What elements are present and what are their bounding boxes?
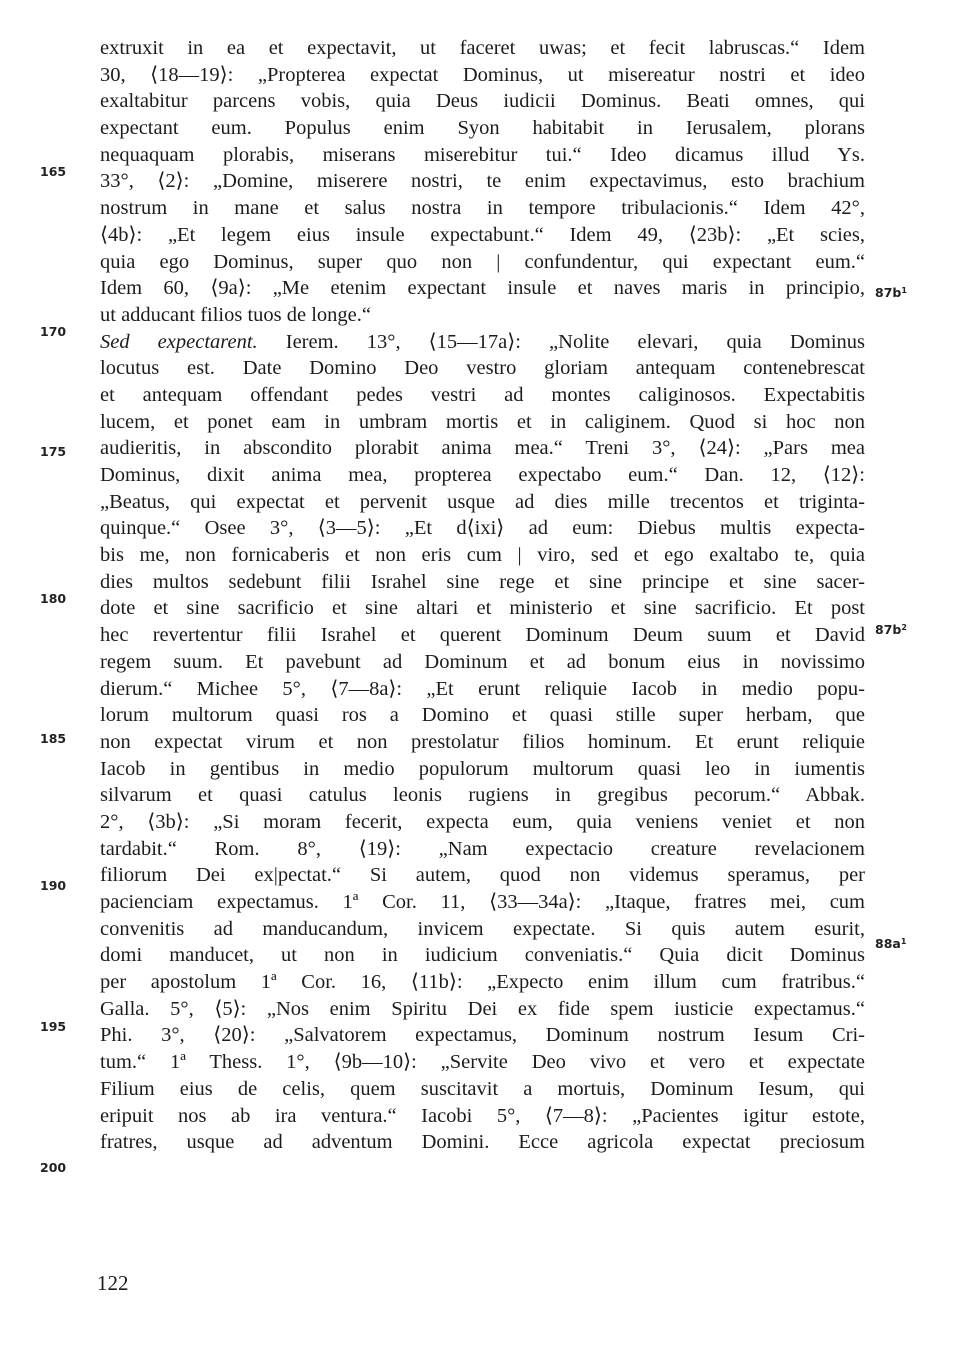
line-number: 175 [40,444,67,459]
text-line: Idem 60, ⟨9a⟩: „Me etenim expectant insule et naves maris in principio, [100,277,865,300]
text-line: exaltabitur parcens vobis, quia Deus iudicii Dominus. Beati omnes, qui [100,90,865,113]
text-line: 30, ⟨18—19⟩: „Propterea expectat Dominus, ut misereatur nostri et ideo [100,63,865,86]
italic-lead: Sed expectarent. [100,330,258,353]
line-number: 165 [40,164,67,179]
line-number: 180 [40,591,67,606]
line-number: 195 [40,1019,67,1034]
text-line: ut adducant filios tuos de longe.“ [100,303,371,326]
page-number: 122 [97,1271,129,1295]
text-line: hec revertentur filii Israhel et querent Dominum Deum suum et David [100,624,865,647]
text-line: nostrum in mane et salus nostra in tempore tribulacionis.“ Idem 42°, [100,197,865,220]
text-line: nequaquam plorabis, miserans miserebitur tui.“ Ideo dicamus illud Ys. [100,143,865,166]
text-line: silvarum et quasi catulus leonis rugiens in gregibus pecorum.“ Abbak. [100,784,865,807]
line-number: 170 [40,324,67,339]
text-line: lorum multorum quasi ros a Domino et quasi stille super herbam, que [100,704,865,727]
text-line: 2°, ⟨3b⟩: „Si moram fecerit, expecta eum, quia veniens veniet et non [100,810,865,833]
line-number: 190 [40,878,67,893]
text-line: tum.“ 1ª Thess. 1°, ⟨9b—10⟩: „Servite Deo vivo et vero et expectate [100,1051,865,1074]
text-line: convenitis ad manducandum, invicem expectate. Si quis autem esurit, [100,917,865,940]
text-line: Sed expectarent. Ierem. 13°, ⟨15—17a⟩: „Nolite elevari, quia Dominus [100,330,865,353]
text-line: locutus est. Date Domino Deo vestro gloriam antequam contenebrescat [100,357,865,380]
text-line: dierum.“ Michee 5°, ⟨7—8a⟩: „Et erunt reliquie Iacob in medio popu- [100,677,865,700]
text-line: expectant eum. Populus enim Syon habitabit in Ierusalem, plorans [100,117,865,140]
text-line: regem suum. Et pavebunt ad Dominum et ad bonum eius in novissimo [100,650,865,673]
text-line: Filium eius de celis, quem suscitavit a mortuis, Dominum Iesum, qui [100,1077,865,1100]
text-line: quinque.“ Osee 3°, ⟨3—5⟩: „Et d⟨ixi⟩ ad eum: Diebus multis expecta- [100,517,865,540]
text-line: Iacob in gentibus in medio populorum multorum quasi leo in iumentis [100,757,865,780]
text-line: fratres, usque ad adventum Domini. Ecce agricola expectat preciosum [100,1131,865,1154]
folio-mark: $87b^2$ [875,622,907,637]
text-line: „Beatus, qui expectat et pervenit usque ad dies mille trecentos et triginta- [100,490,865,513]
text-line: audieritis, in abscondito plorabit anima mea.“ Treni 3°, ⟨24⟩: „Pars mea [100,437,865,460]
text-line: bis me, non fornicaberis et non eris cum | viro, sed et ego exaltabo te, quia [100,544,865,567]
text-line: et antequam offendant pedes vestri ad montes caliginosos. Expectabitis [100,383,865,406]
text-line: quia ego Dominus, super quo non | confundentur, qui expectant eum.“ [100,250,865,273]
text-line: Dominus, dixit anima mea, propterea expectabo eum.“ Dan. 12, ⟨12⟩: [100,464,865,486]
text-line: Galla. 5°, ⟨5⟩: „Nos enim Spiritu Dei ex fide spem iusticie expectamus.“ [100,997,865,1020]
text-line: filiorum Dei ex|pectat.“ Si autem, quod non videmus speramus, per [100,864,865,887]
text-line: dies multos sedebunt filii Israhel sine rege et sine principe et sine sacer- [100,570,865,593]
text-line: Phi. 3°, ⟨20⟩: „Salvatorem expectamus, Dominum nostrum Iesum Cri- [100,1024,865,1047]
text-line: extruxit in ea et expectavit, ut faceret uwas; et fecit labruscas.“ Idem [100,37,865,59]
text-line: tardabit.“ Rom. 8°, ⟨19⟩: „Nam expectacio creature revelacionem [100,837,865,860]
text-line: dote et sine sacrificio et sine altari et ministerio et sine sacrificio. Et post [100,597,865,620]
line-number: 200 [40,1160,67,1175]
text-line: non expectat virum et non prestolatur filios hominum. Et erunt reliquie [100,730,865,753]
text-line: eripuit nos ab ira ventura.“ Iacobi 5°, ⟨7—8⟩: „Pacientes igitur estote, [100,1104,865,1127]
text-line: 33°, ⟨2⟩: „Domine, miserere nostri, te enim expectavimus, esto brachium [100,170,865,193]
text-line: ⟨4b⟩: „Et legem eius insule expectabunt.“ Idem 49, ⟨23b⟩: „Et scies, [100,223,865,246]
text-block [100,35,865,1156]
folio-mark: $88a^1$ [875,936,907,951]
folio-mark: $87b^1$ [875,285,907,300]
line-number: 185 [40,731,67,746]
text-line: domi manducet, ut non in iudicium conveniatis.“ Quia dicit Dominus [100,944,865,967]
text-line: lucem, et ponet eam in umbram mortis et in caliginem. Quod si hoc non [100,410,865,433]
text-line: per apostolum 1ª Cor. 16, ⟨11b⟩: „Expecto enim illum cum fratribus.“ [100,971,865,994]
text-line: pacienciam expectamus. 1ª Cor. 11, ⟨33—34a⟩: „Itaque, fratres mei, cum [100,891,865,913]
